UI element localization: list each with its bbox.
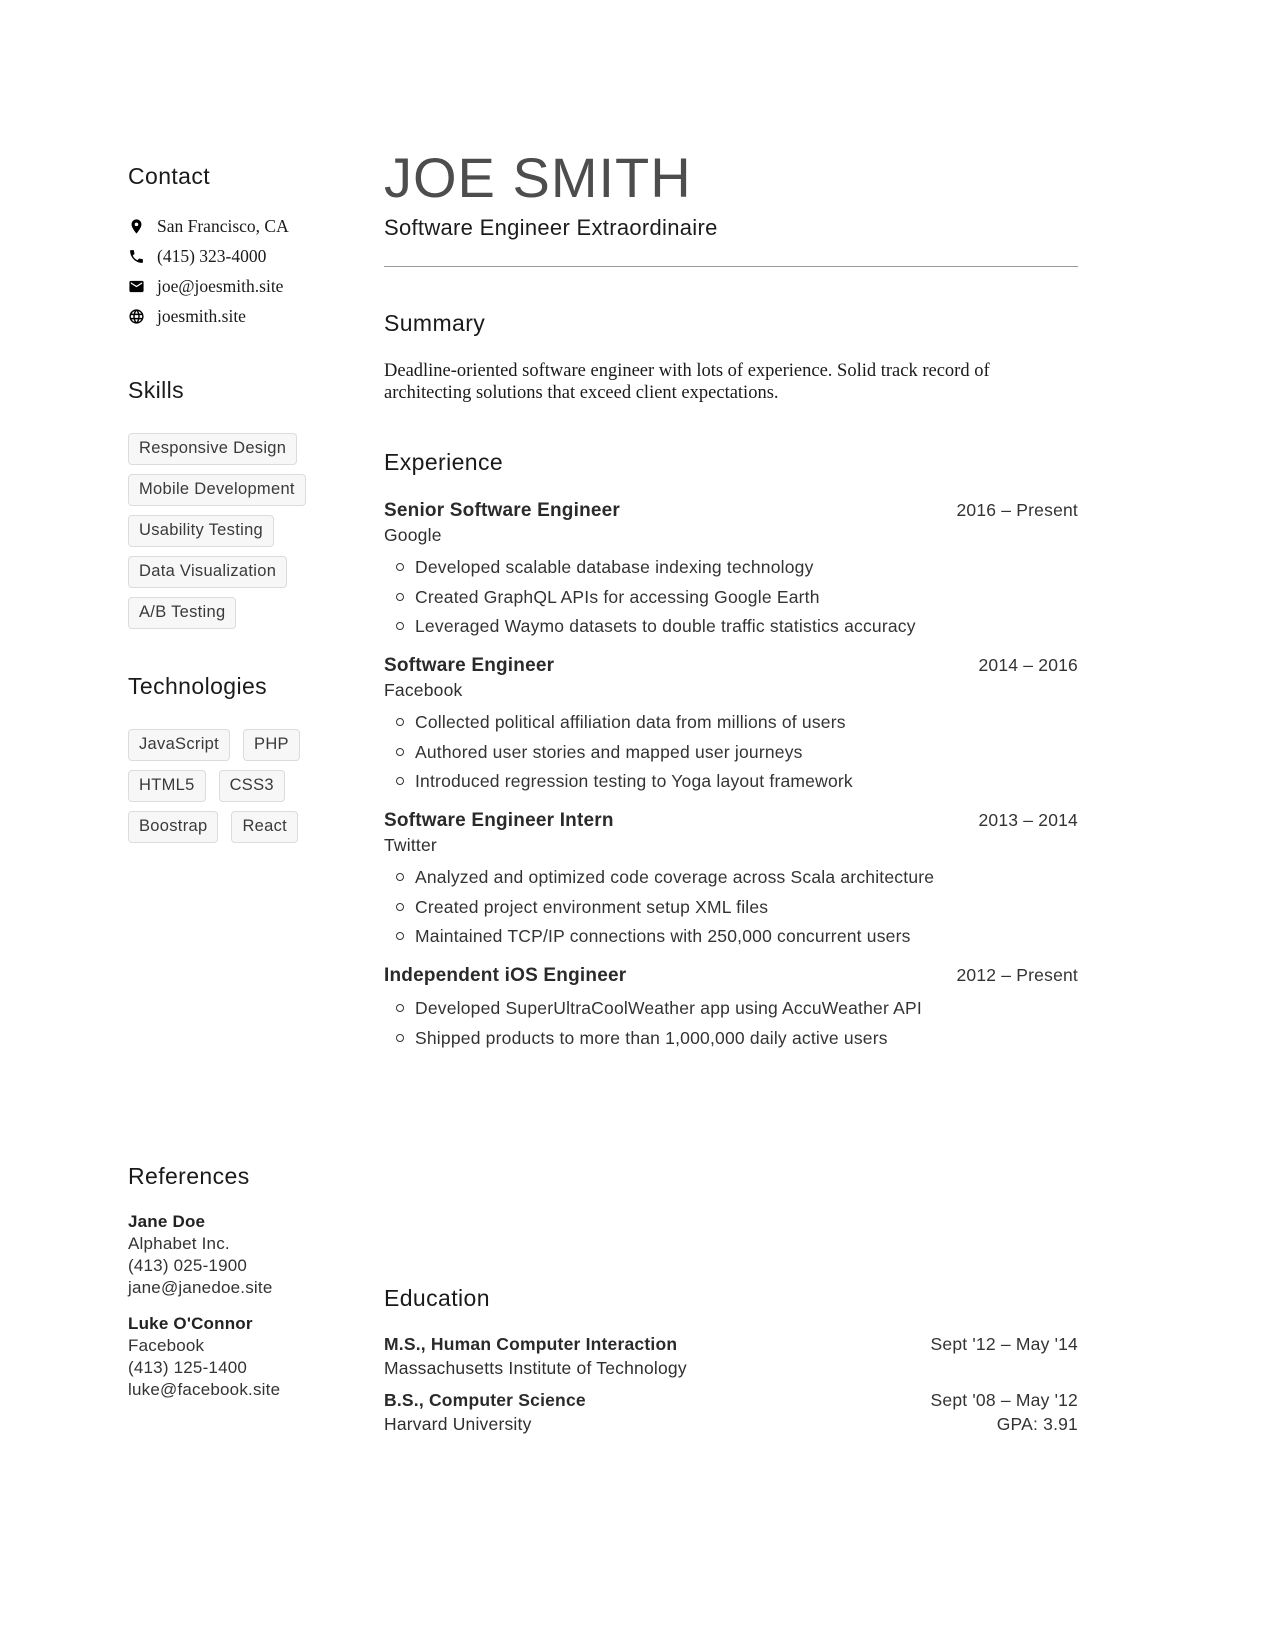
job-entry <box>384 810 1078 946</box>
references-section <box>128 1163 360 1401</box>
job-dates: 2016 – Present <box>956 500 1078 520</box>
resume-header <box>384 146 1078 267</box>
sidebar <box>128 150 360 1435</box>
job-bullet-list <box>384 558 1078 636</box>
phone-icon <box>128 248 145 265</box>
education-section <box>384 1285 1078 1435</box>
technology-tag: PHP <box>243 729 300 761</box>
job-header <box>384 965 1078 987</box>
education-entry <box>384 1334 1078 1379</box>
candidate-name: JOE SMITH <box>384 146 692 209</box>
skill-tag: Mobile Development <box>128 474 306 506</box>
reference-name: Luke O'Connor <box>128 1314 253 1333</box>
contact-item-email <box>128 271 360 301</box>
job-title: Software Engineer <box>384 655 555 676</box>
education-degree: B.S., Computer Science <box>384 1389 586 1410</box>
education-school: Massachusetts Institute of Technology <box>384 1357 687 1378</box>
technologies-heading: Technologies <box>128 673 268 699</box>
job-bullet-list <box>384 999 1078 1048</box>
job-title: Senior Software Engineer <box>384 500 621 521</box>
reference-entry <box>128 1313 360 1401</box>
job-dates: 2014 – 2016 <box>978 655 1078 675</box>
reference-phone: (413) 125-1400 <box>128 1358 248 1377</box>
job-bullet-list <box>384 868 1078 946</box>
contact-website-value: joesmith.site <box>157 305 246 326</box>
education-degree: M.S., Human Computer Interaction <box>384 1333 678 1354</box>
job-entry <box>384 965 1078 1048</box>
job-dates: 2012 – Present <box>956 965 1078 985</box>
technology-tag: Boostrap <box>128 811 218 843</box>
skill-tag: Usability Testing <box>128 515 274 547</box>
summary-text: Deadline-oriented software engineer with lots of experience. Solid track record of architecting solutions that exceed client expectations. <box>384 361 990 403</box>
skills-tag-list <box>128 433 360 629</box>
reference-email: jane@janedoe.site <box>128 1278 273 1297</box>
technology-tag: CSS3 <box>219 770 285 802</box>
reference-company: Facebook <box>128 1336 205 1355</box>
job-bullet: Analyzed and optimized code coverage across Scala architecture <box>384 868 1078 887</box>
summary-section <box>384 310 1078 404</box>
job-company: Google <box>384 525 442 545</box>
job-header <box>384 500 1078 546</box>
job-title: Independent iOS Engineer <box>384 965 627 986</box>
contact-phone-value: (415) 323-4000 <box>157 245 267 266</box>
experience-section <box>384 449 1078 1048</box>
job-bullet: Created project environment setup XML files <box>384 898 1078 917</box>
contact-list <box>128 211 360 331</box>
reference-email: luke@facebook.site <box>128 1380 281 1399</box>
education-entry <box>384 1390 1078 1435</box>
skill-tag: Data Visualization <box>128 556 287 588</box>
job-title: Software Engineer Intern <box>384 810 614 831</box>
contact-location-value: San Francisco, CA <box>157 215 289 236</box>
location-pin-icon <box>128 218 145 235</box>
skills-section <box>128 377 360 629</box>
job-bullet: Introduced regression testing to Yoga layout framework <box>384 772 1078 791</box>
main-column <box>384 146 1078 1435</box>
globe-icon <box>128 308 145 325</box>
education-school: Harvard University <box>384 1413 532 1434</box>
technologies-tag-list <box>128 729 360 843</box>
technology-tag: JavaScript <box>128 729 230 761</box>
skill-tag: A/B Testing <box>128 597 236 629</box>
summary-heading: Summary <box>384 310 486 336</box>
references-heading: References <box>128 1163 250 1189</box>
job-entry <box>384 500 1078 636</box>
technology-tag: React <box>231 811 298 843</box>
experience-heading: Experience <box>384 449 504 475</box>
job-bullet: Shipped products to more than 1,000,000 daily active users <box>384 1029 1078 1048</box>
education-dates: Sept '12 – May '14 <box>930 1333 1078 1354</box>
skill-tag: Responsive Design <box>128 433 297 465</box>
job-company: Twitter <box>384 835 437 855</box>
job-bullet: Created GraphQL APIs for accessing Google Earth <box>384 588 1078 607</box>
contact-item-phone <box>128 241 360 271</box>
contact-section <box>128 163 360 331</box>
reference-company: Alphabet Inc. <box>128 1234 230 1253</box>
job-entry <box>384 655 1078 791</box>
skills-heading: Skills <box>128 377 185 403</box>
contact-heading: Contact <box>128 163 211 189</box>
reference-name: Jane Doe <box>128 1212 206 1231</box>
reference-phone: (413) 025-1900 <box>128 1256 248 1275</box>
job-bullet: Developed scalable database indexing technology <box>384 558 1078 577</box>
job-bullet-list <box>384 713 1078 791</box>
technology-tag: HTML5 <box>128 770 206 802</box>
job-bullet: Maintained TCP/IP connections with 250,000 concurrent users <box>384 927 1078 946</box>
education-dates: Sept '08 – May '12 <box>930 1389 1078 1410</box>
job-bullet: Developed SuperUltraCoolWeather app using AccuWeather API <box>384 999 1078 1018</box>
education-heading: Education <box>384 1284 490 1311</box>
candidate-title: Software Engineer Extraordinaire <box>384 215 718 240</box>
job-bullet: Collected political affiliation data from millions of users <box>384 713 1078 732</box>
job-header <box>384 810 1078 856</box>
job-company: Facebook <box>384 680 463 700</box>
education-gpa: GPA: 3.91 <box>996 1413 1078 1434</box>
header-divider <box>384 266 1078 267</box>
reference-entry <box>128 1211 360 1299</box>
job-header <box>384 655 1078 701</box>
envelope-icon <box>128 278 145 295</box>
job-bullet: Authored user stories and mapped user journeys <box>384 743 1078 762</box>
job-dates: 2013 – 2014 <box>978 810 1078 830</box>
contact-item-location <box>128 211 360 241</box>
technologies-section <box>128 673 360 843</box>
contact-item-website <box>128 301 360 331</box>
contact-email-value: joe@joesmith.site <box>157 275 284 296</box>
job-bullet: Leveraged Waymo datasets to double traffic statistics accuracy <box>384 617 1078 636</box>
